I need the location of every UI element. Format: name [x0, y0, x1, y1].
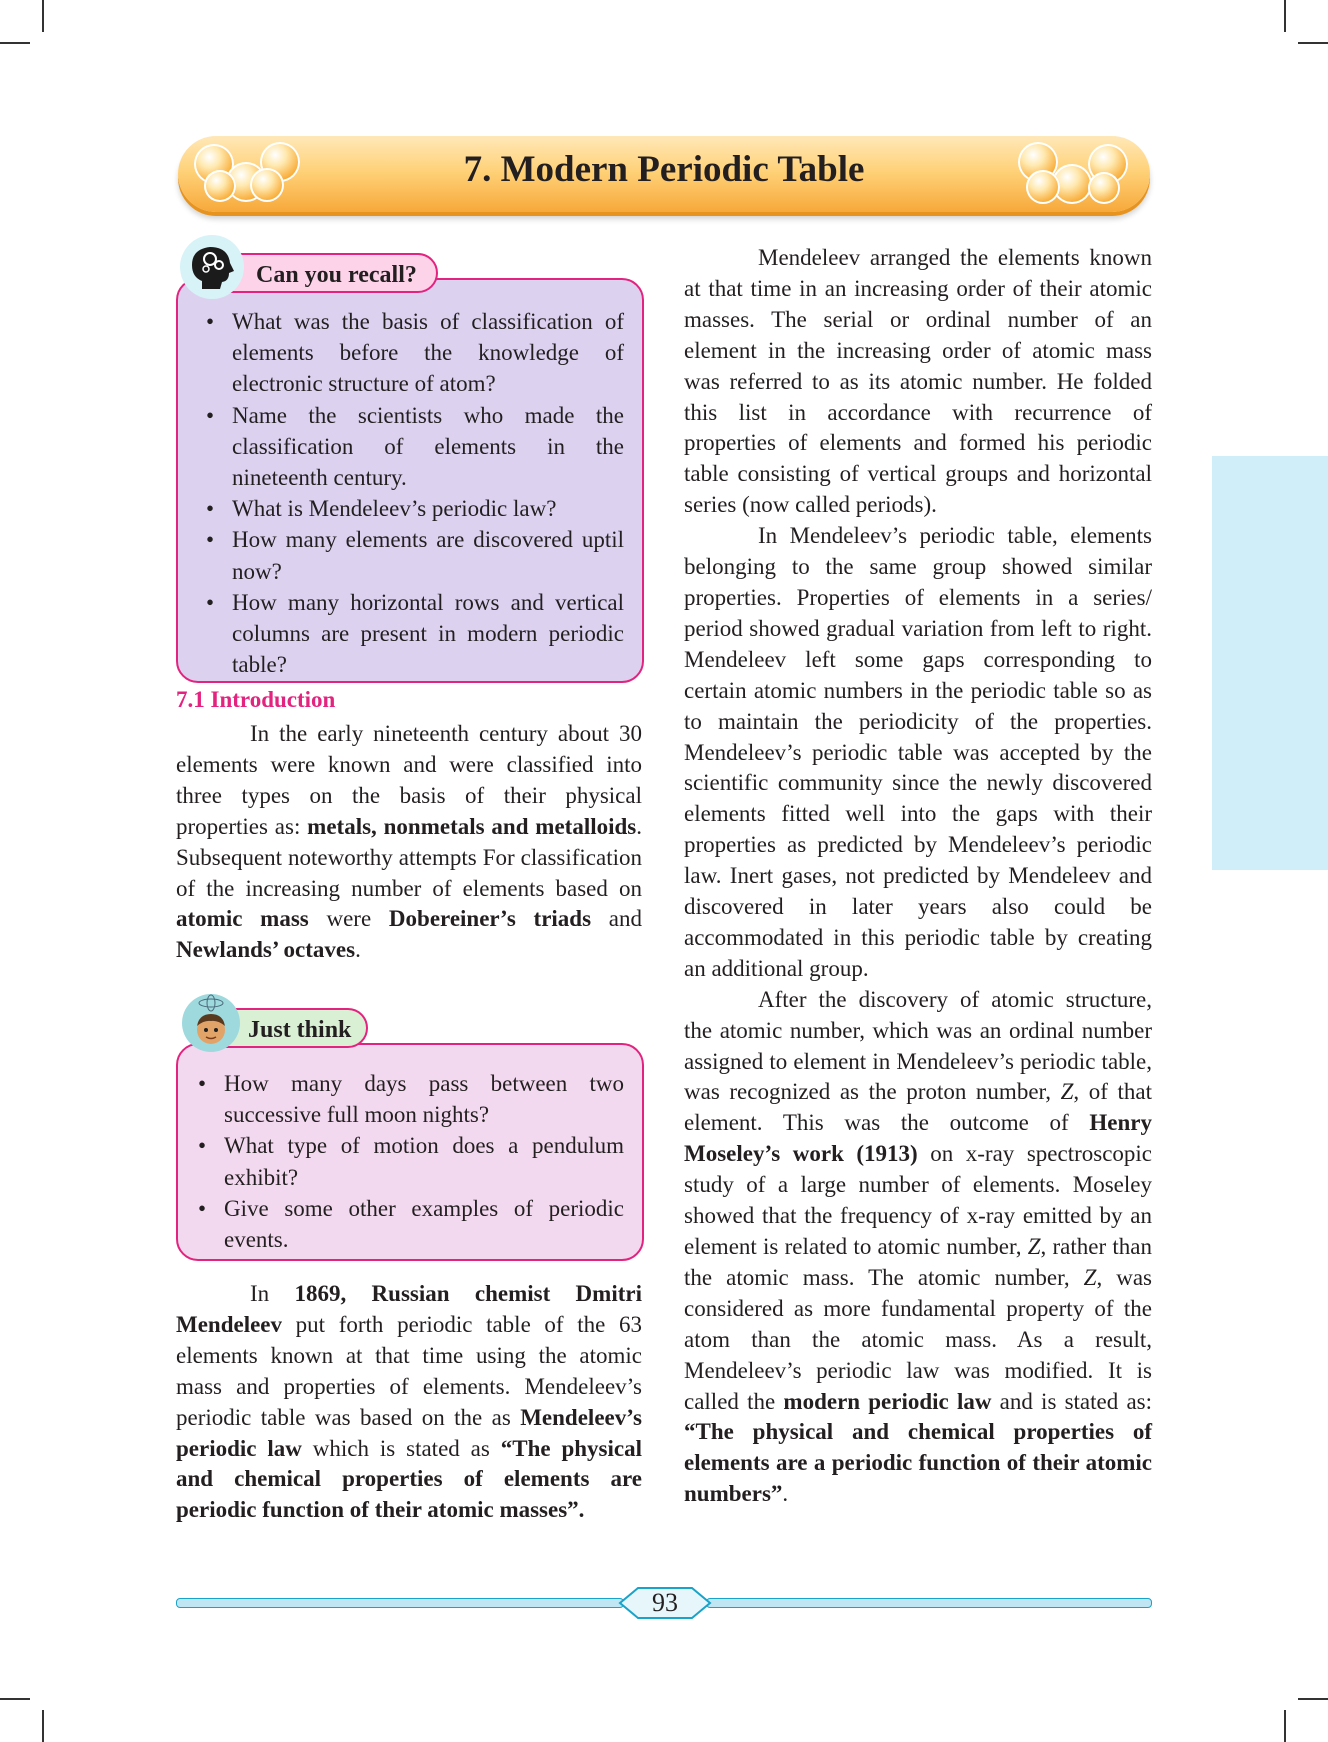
- list-item: • What was the basis of classification of elements before the knowledge of electronic structure of atom?: [206, 309, 624, 397]
- paragraph: Mendeleev arranged the elements known at that time in an increasing order of their atomic masses. The serial or ordinal number of an element in the increasing order of atomic mass was referred to as its atomic number. He folded this list in accordance with recurrence of properties of elements and formed his periodic table consisting of vertical groups and horizontal series (now called periods).: [684, 245, 1152, 518]
- chapter-title: 7. Modern Periodic Table: [463, 149, 865, 190]
- crop-mark: [0, 1698, 30, 1700]
- list-item: • How many days pass between two successive full moon nights?: [198, 1071, 624, 1128]
- list-item: • Name the scientists who made the classification of elements in the nineteenth century.: [206, 402, 624, 491]
- crop-mark: [42, 1710, 44, 1742]
- chapter-title-banner: [178, 136, 1150, 212]
- crop-mark: [1284, 0, 1286, 32]
- side-chapter-tab: [1212, 456, 1328, 870]
- list-item: • Give some other examples of periodic events.: [198, 1195, 624, 1253]
- crop-mark: [42, 0, 44, 32]
- thinking-boy-icon: [182, 994, 240, 1052]
- crop-mark: [1298, 1698, 1328, 1700]
- think-list: [194, 1068, 624, 1255]
- list-item: • How many horizontal rows and vertical columns are present in modern periodic table?: [206, 589, 624, 678]
- crop-mark: [0, 42, 30, 44]
- crop-mark: [1284, 1710, 1286, 1742]
- bubble-decoration-right: [1014, 142, 1144, 206]
- list-item: • What is Mendeleev’s periodic law?: [206, 496, 557, 522]
- intro-paragraph: In the early nineteenth century about 30 elements were known and were classified into three types on the basis of their physical properties as: metals, nonmetals and metalloids. Subsequent noteworthy attempts For classification of the increasing number of elements based on atomic mass were Dobereiner’s triads and Newlands’ octaves.: [176, 721, 643, 963]
- list-item: • How many elements are discovered uptil now?: [206, 527, 624, 584]
- recall-tab: Can you recall?: [204, 253, 438, 293]
- page-number: 93: [652, 1588, 678, 1617]
- list-item: • What type of motion does a pendulum exhibit?: [198, 1133, 624, 1190]
- footer-rule-left: [176, 1598, 624, 1608]
- paragraph: After the discovery of atomic structure, the atomic number, which was an ordinal number assigned to element in Mendeleev’s periodic table, was recognized as the proton number, Z, of that element. This was the outcome of Henry Moseley’s work (1913) on x-ray spectroscopic study of a large number of elements. Moseley showed that the frequency of x-ray emitted by an element is related to atomic number, Z, rather than the atomic mass. The atomic number, Z, was considered as more fundamental property of the atom than the atomic mass. As a result, Mendeleev’s periodic law was modified. It is called the modern periodic law and is stated as: “The physical and chemical properties of elements are a periodic function of their atomic numbers”.: [684, 986, 1153, 1507]
- section-heading: 7.1 Introduction: [176, 687, 336, 712]
- right-column-text: [684, 243, 1152, 1510]
- mendeleev-paragraph: In 1869, Russian chemist Dmitri Mendeleev put forth periodic table of the 63 elements known at that time using the atomic mass and properties of elements. Mendeleev’s periodic table was based on the as Mendeleev’s periodic law which is stated as “The physical and chemical properties of elements are periodic function of their atomic masses”.: [176, 1281, 642, 1523]
- crop-mark: [1298, 42, 1328, 44]
- recall-list: [202, 306, 624, 680]
- footer-rule-right: [706, 1598, 1152, 1608]
- paragraph: In Mendeleev’s periodic table, elements belonging to the same group showed similar properties. Properties of elements in a series/ period showed gradual variation from left to right. Mendeleev left some gaps corresponding to certain atomic numbers in the periodic table so as to maintain the periodicity of the properties. Mendeleev’s periodic table was accepted by the scientific community since the newly discovered elements fitted well into the gaps with their properties as predicted by Mendeleev’s periodic law. Inert gases, not predicted by Mendeleev and discovered in later years also could be accommodated in this periodic table by creating an additional group.: [684, 523, 1152, 981]
- thinking-head-icon: [180, 235, 244, 299]
- think-tab: Just think: [196, 1008, 368, 1048]
